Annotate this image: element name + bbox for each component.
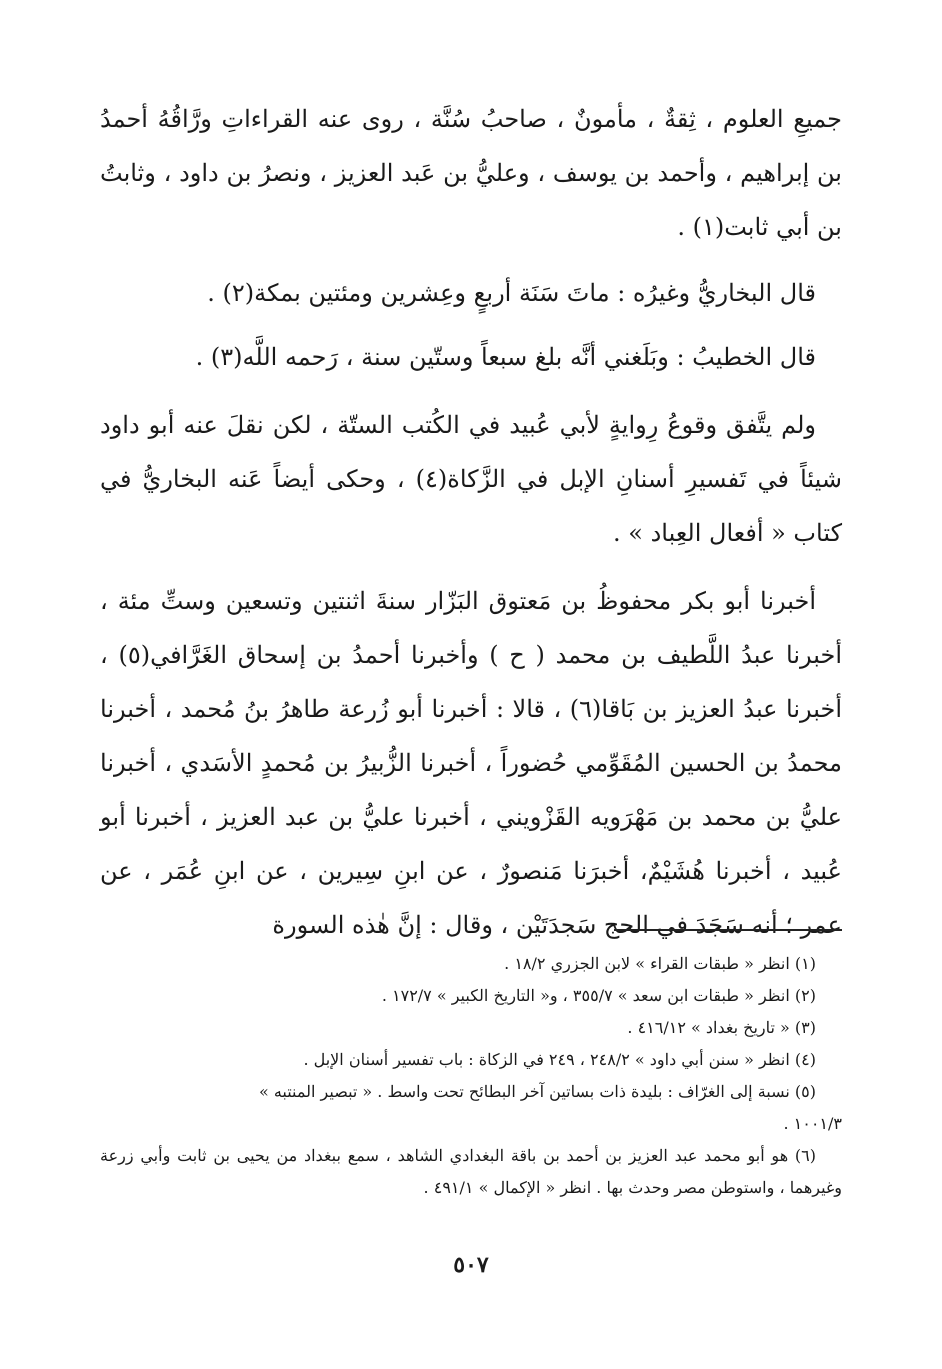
paragraph-death-bukhari: قال البخاريُّ وغيرُه : ماتَ سَنَة أربعٍ وعِشرين ومئتين بمكة(٢) . [207,279,816,307]
footnote-3: (٣) « تاريخ بغداد » ٤١٦/١٢ . [627,1018,816,1037]
paragraph-six-books: ولم يتَّفق وقوعُ رِوايةٍ لأبي عُبيد في الكُتب الستّة ، لكن نقلَ عنه أبو داود شيئاً في تَفسيرِ أسنانِ الإبل في الزَّكاة(٤) ، وحكى أيضاً عَنه البخاريُّ في كتاب « أفعال العِباد » . [100,411,842,547]
footnote-4: (٤) انظر « سنن أبي داود » ٢٤٨/٢ ، ٢٤٩ في الزكاة : باب تفسير أسنان الإبل . [303,1050,816,1069]
page-number: ٥٠٧ [453,1252,489,1278]
paragraph-biography: جميعِ العلوم ، ثِقةٌ ، مأمونٌ ، صاحبُ سُنَّة ، روى عنه القراءاتِ ورَّاقُهُ أحمدُ بن إبراهيم ، وأحمد بن يوسف ، وعليُّ بن عَبد العزيز ، ونصرُ بن داود ، وثابتُ بن أبي ثابت(١) . [100,105,842,241]
footnote-6: (٦) هو أبو محمد عبد العزيز بن أحمد بن باقة البغدادي الشاهد ، سمع ببغداد من يحيى بن ثابت وأبي زرعة وغيرهما ، واستوطن مصر وحدث بها . انظر « الإكمال » ٤٩١/١ . [100,1146,842,1197]
footnote-5-continuation: ١٠٠١/٣ . [783,1114,842,1133]
footnote-2: (٢) انظر « طبقات ابن سعد » ٣٥٥/٧ ، و« التاريخ الكبير » ١٧٢/٧ . [381,986,816,1005]
paragraph-khatib: قال الخطيبُ : وبَلَغني أنَّه بلغ سبعاً وستّين سنة ، رَحمه اللَّه(٣) . [195,343,816,371]
main-text [100,92,842,952]
footnote-1: (١) انظر « طبقات القراء » لابن الجزري ١٨/٢ . [504,954,816,973]
footnotes [100,948,842,1204]
paragraph-isnad: أخبرنا أبو بكر محفوظُ بن مَعتوق البَزّار سنةَ اثنتين وتسعين وستِّ مئة ، أخبرنا عبدُ اللَّطيف بن محمد ( ح ) وأخبرنا أحمدُ بن إسحاق الغَرَّافي(٥) ، أخبرنا عبدُ العزيز بن بَاقا(٦) ، قالا : أخبرنا أبو زُرعة طاهرُ بنُ مُحمد ، أخبرنا محمدُ بن الحسين المُقَوِّمي حُضوراً ، أخبرنا الزُّبيرُ بن مُحمدٍ الأسَدي ، أخبرنا عليُّ بن محمد بن مَهْرَويه القَزْويني ، أخبرنا عليُّ بن عبد العزيز ، أخبرنا أبو عُبيد ، أخبرنا هُشَيْمٌ، أخبرَنا مَنصورٌ ، عن ابنِ سِيرين ، عن ابنِ عُمَر ، عن عمر ؛ أنه سَجَدَ في الحج سَجدَتَيْن ، وقال : إنَّ هٰذه السورة [100,587,842,939]
footnote-divider [614,929,842,931]
footnote-5: (٥) نسبة إلى الغرّاف : بليدة ذات بساتين آخر البطائح تحت واسط . « تبصير المنتبه » [258,1082,816,1101]
